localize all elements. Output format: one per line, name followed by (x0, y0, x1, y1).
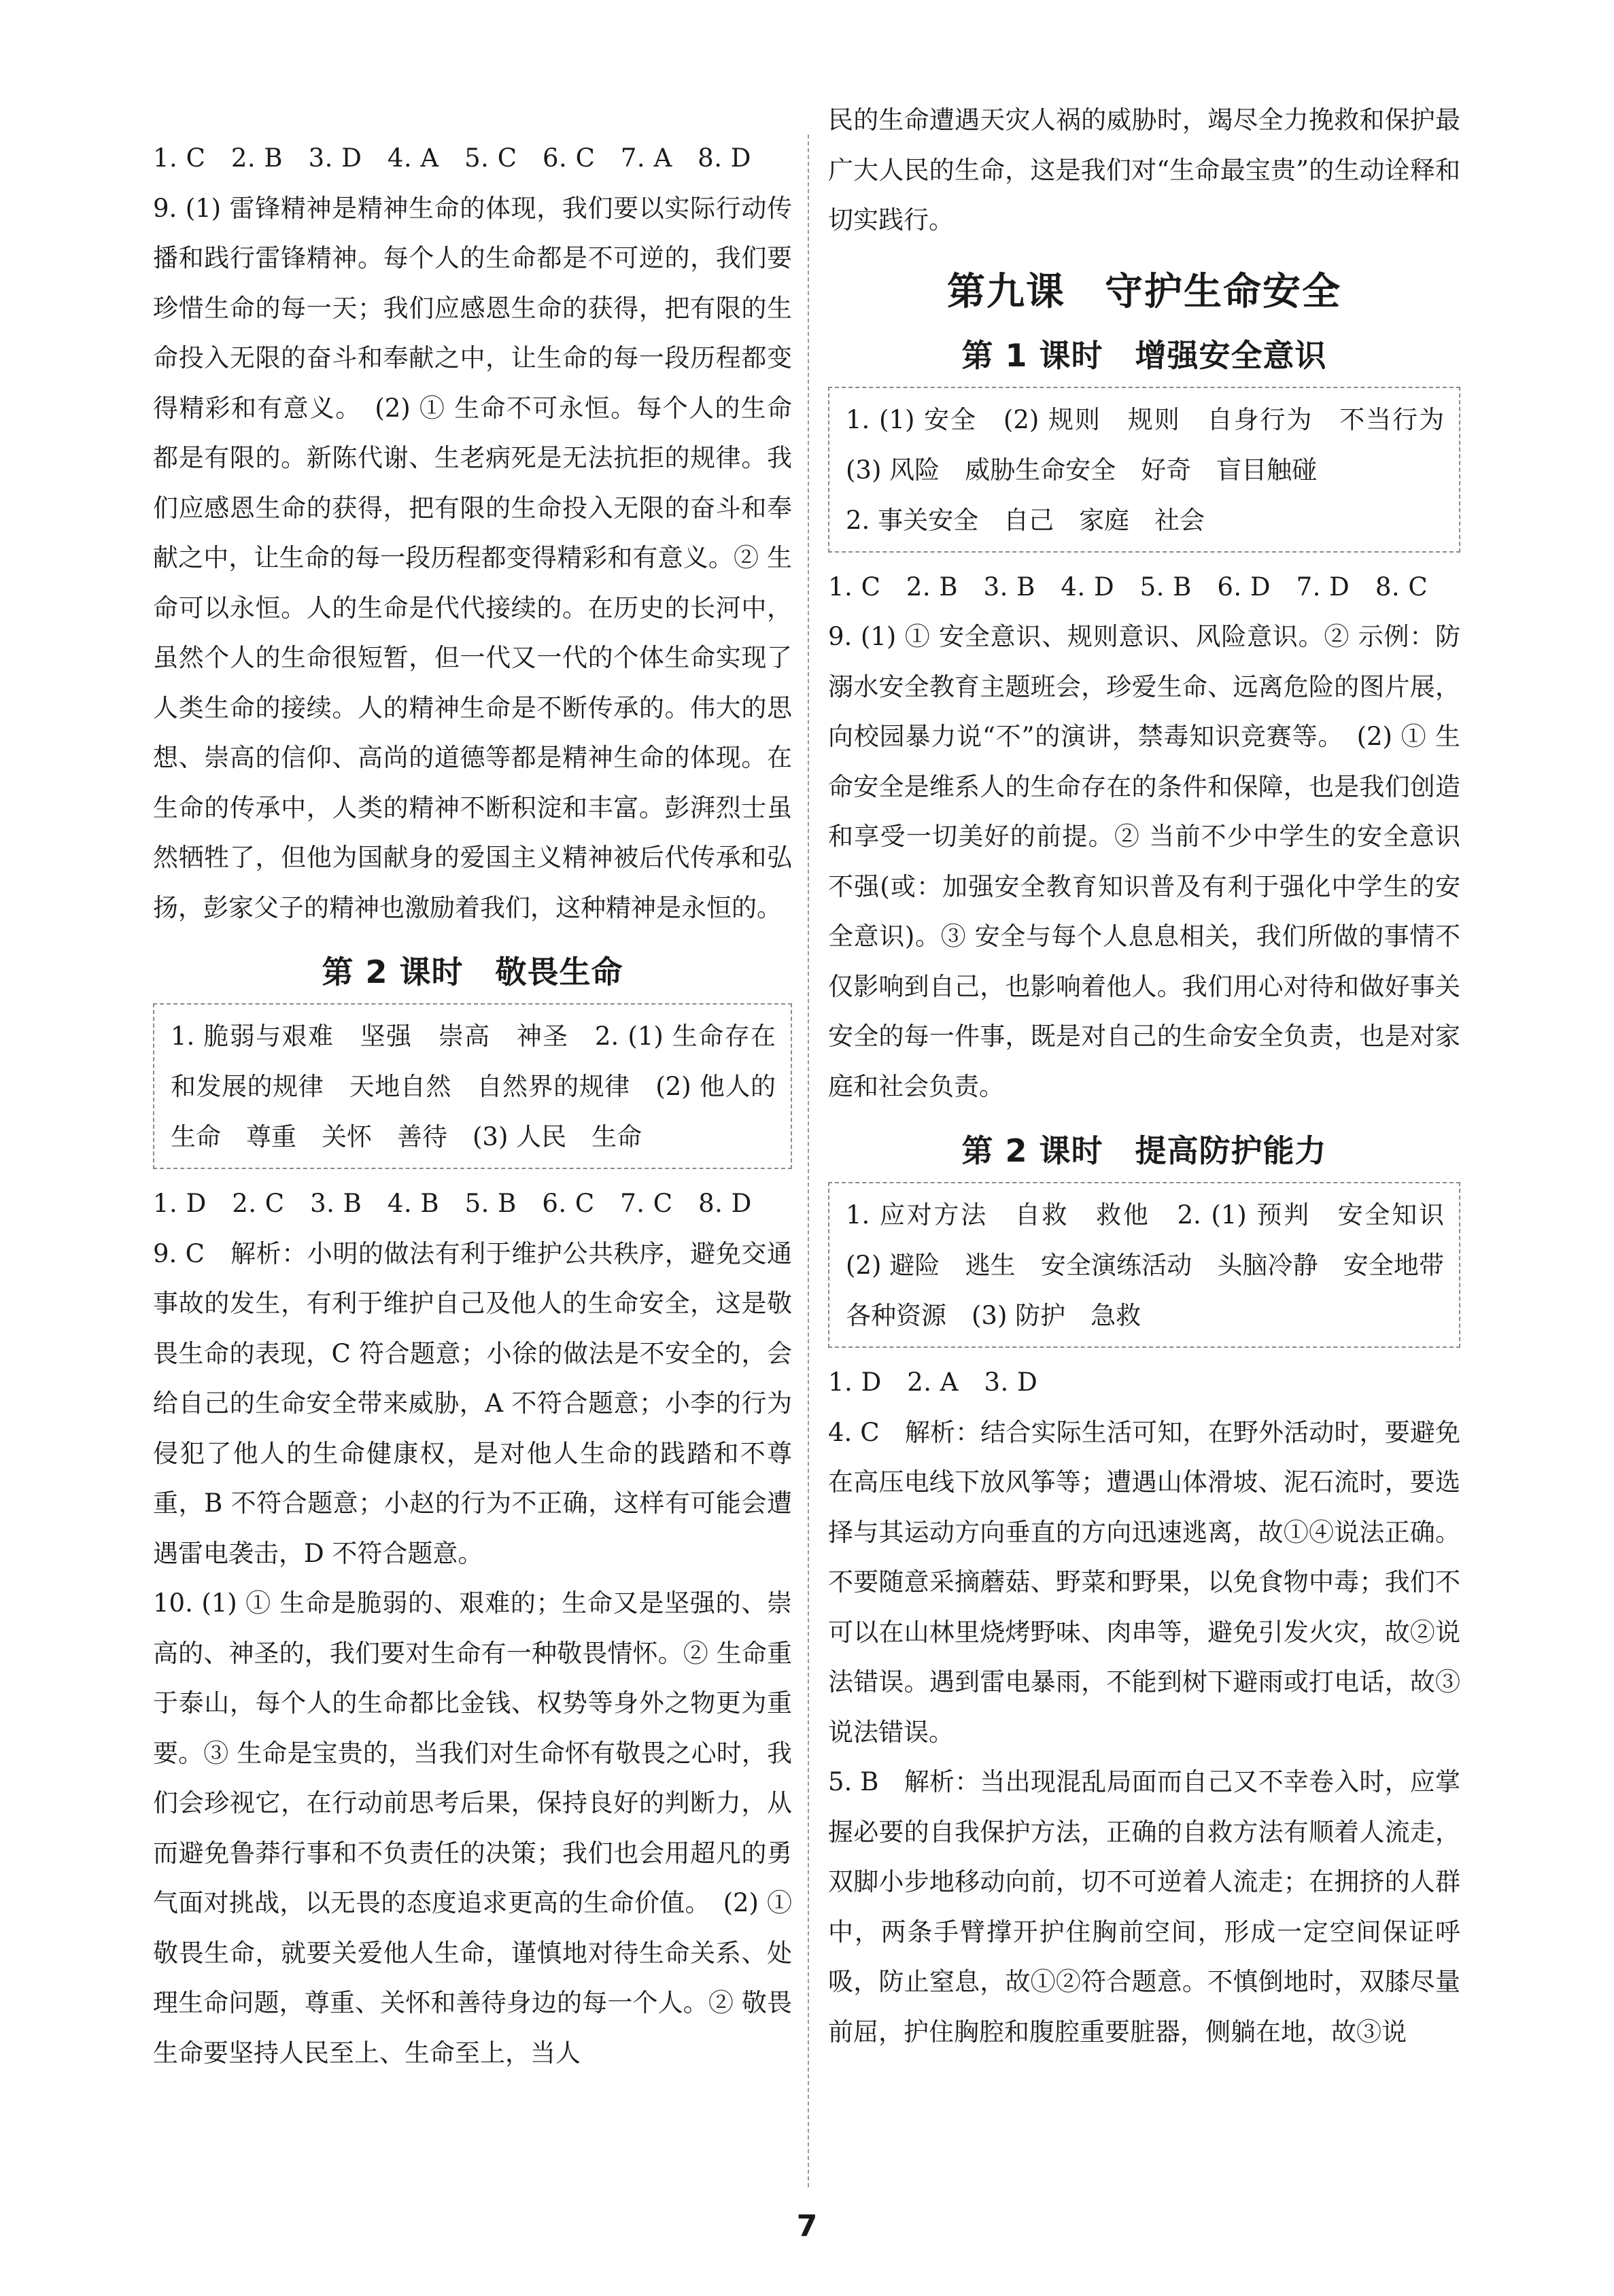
answer-q9-period2: 9. C 解析：小明的做法有利于维护公共秩序，避免交通事故的发生，有利于维护自己及他人的生命安全，这是敬畏生命的表现，C 符合题意；小徐的做法是不安全的，会给自己的生命安全带来威胁，A 不符合题意；小李的行为侵犯了他人的生命健康权，是对他人生命的践踏和不尊重，B 不符合题意；小赵的行为不正确，这样有可能会遭遇雷电袭击，D 不符合题意。 (153, 1238, 792, 1568)
section-title-period2-protection: 第 2 课时 提高防护能力 (961, 1132, 1327, 1169)
choice-answers-period2: 1. D 2. C 3. B 4. B 5. B 6. C 7. C 8. D (153, 1189, 752, 1218)
column-divider (808, 135, 809, 2187)
right-column (828, 95, 1469, 2057)
knowledge-box-text: 1. 应对方法 自救 救他 2. (1) 预判 安全知识 (2) 避险 逃生 安全演练活动 头脑冷静 安全地带 各种资源 (3) 防护 急救 (846, 1200, 1469, 1330)
answer-q4-protection: 4. C 解析：结合实际生活可知，在野外活动时，要避免在高压电线下放风筝等；遭遇山体滑坡、泥石流时，要选择与其运动方向垂直的方向迅速逃离，故①④说法正确。不要随意采摘蘑菇、野菜和野果，以免食物中毒；我们不可以在山林里烧烤野味、肉串等，避免引发火灾，故②说法错误。遇到雷电暴雨，不能到树下避雨或打电话，故③说法错误。 (828, 1417, 1460, 1747)
section-title-period2-respect-life: 第 2 课时 敬畏生命 (322, 954, 623, 990)
answer-q9-lesson1: 9. (1) 雷锋精神是精神生命的体现，我们要以实际行动传播和践行雷锋精神。每个人的生命都是不可逆的，我们要珍惜生命的每一天；我们应感恩生命的获得，把有限的生命投入无限的奋斗和奉献之中，让生命的每一段历程都变得精彩和有意义。 (2) ① 生命不可永恒。每个人的生命都是有限的。新陈代谢、生老病死是无法抗拒的规律。我们应感恩生命的获得，把有限的生命投入无限的奋斗和奉献之中，让生命的每一段历程都变得精彩和有意义。② 生命可以永恒。人的生命是代代接续的。在历史的长河中，虽然个人的生命很短暂，但一代又一代的个体生命实现了人类生命的接续。人的精神生命是不断传承的。伟大的思想、崇高的信仰、高尚的道德等都是精神生命的体现。在生命的传承中，人类的精神不断积淀和丰富。彭湃烈士虽然牺牲了，但他为国献身的爱国主义精神被后代传承和弘扬，彭家父子的精神也激励着我们，这种精神是永恒的。 (153, 193, 792, 922)
knowledge-box-protection (828, 1182, 1469, 1348)
section-title-period1-safety-awareness: 第 1 课时 增强安全意识 (961, 336, 1327, 374)
knowledge-box-respect-life (153, 1003, 792, 1169)
lesson-title-protect-life-safety: 第九课 守护生命安全 (947, 269, 1341, 314)
choice-answers-protection: 1. D 2. A 3. D (828, 1368, 1038, 1397)
left-column (153, 133, 800, 2078)
knowledge-box-safety-awareness (828, 387, 1460, 553)
answer-q5-protection: 5. B 解析：当出现混乱局面而自己又不幸卷入时，应掌握必要的自我保护方法，正确的自救方法有顺着人流走，双脚小步地移动向前，切不可逆着人流走；在拥挤的人群中，两条手臂撑开护住胸前空间，形成一定空间保证呼吸，防止窒息，故①②符合题意。不慎倒地时，双膝尽量前屈，护住胸腔和腹腔重要脏器，侧躺在地，故③说 (828, 1767, 1460, 2047)
choice-answers-lesson1: 1. C 2. B 3. D 4. A 5. C 6. C 7. A 8. D (153, 143, 751, 173)
choice-answers-period1: 1. C 2. B 3. B 4. D 5. B 6. D 7. D 8. C (828, 572, 1428, 602)
answer-q9-period1: 9. (1) ① 安全意识、规则意识、风险意识。② 示例：防溺水安全教育主题班会，珍爱生命、远离危险的图片展，向校园暴力说“不”的演讲，禁毒知识竞赛等。 (2) ① 生命安全是维系人的生命存在的条件和保障，也是我们创造和享受一切美好的前提。② 当前不少中学生的安全意识不强(或：加强安全教育知识普及有利于强化中学生的安全意识)。③ 安全与每个人息息相关，我们所做的事情不仅影响到自己，也影响着他人。我们用心对待和做好事关安全的每一件事，既是对自己的生命安全负责，也是对家庭和社会负责。 (828, 622, 1460, 1101)
answer-q10-continued: 民的生命遭遇天灾人祸的威胁时，竭尽全力挽救和保护最广大人民的生命，这是我们对“生命最宝贵”的生动诠释和切实践行。 (828, 105, 1460, 234)
knowledge-box-text: 1. (1) 安全 (2) 规则 规则 自身行为 不当行为 (3) 风险 威胁生命安全 好奇 盲目触碰 2. 事关安全 自己 家庭 社会 (846, 404, 1444, 535)
answer-q10-period2: 10. (1) ① 生命是脆弱的、艰难的；生命又是坚强的、崇高的、神圣的，我们要对生命有一种敬畏情怀。② 生命重于泰山，每个人的生命都比金钱、权势等身外之物更为重要。③ 生命是宝贵的，当我们对生命怀有敬畏之心时，我们会珍视它，在行动前思考后果，保持良好的判断力，从而避免鲁莽行事和不负责任的决策；我们也会用超凡的勇气面对挑战，以无畏的态度追求更高的生命价值。 (2) ① 敬畏生命，就要关爱他人生命，谨慎地对待生命关系、处理生命问题，尊重、关怀和善待身边的每一个人。② 敬畏生命要坚持人民至上、生命至上，当人 (153, 1588, 800, 2068)
page-number: 7 (796, 2209, 818, 2244)
knowledge-box-text: 1. 脆弱与艰难 坚强 崇高 神圣 2. (1) 生命存在和发展的规律 天地自然 自然界的规律 (2) 他人的生命 尊重 关怀 善待 (3) 人民 生命 (171, 1022, 776, 1151)
